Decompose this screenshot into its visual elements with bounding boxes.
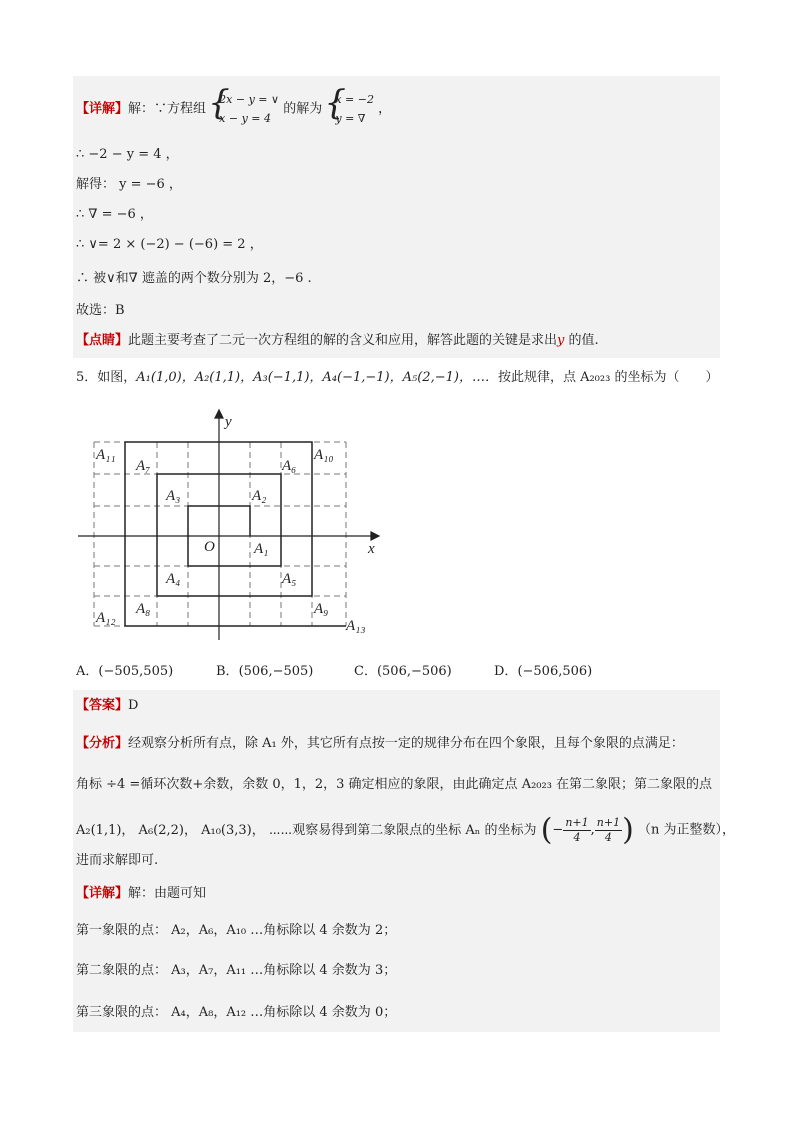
point-label: A₄ [166,571,181,587]
analysis-tag: 【分析】 [76,736,129,751]
point-label: A₆ [282,458,297,474]
point-label: A₁ [254,541,269,557]
equation-system: { 2x − y = ∨ x − y = 4 [210,90,279,128]
y-axis-label: y [225,414,232,430]
analysis-line: 进而求解即可. [76,853,159,868]
point-label: A₂ [252,488,267,504]
origin-label: O [204,539,215,555]
solution-system: { x = −2 y = ∇ [326,90,374,128]
point-label: A₃ [166,488,181,504]
coordinate-figure [74,408,384,644]
detail2-line: 【详解】解：由题可知 [76,886,207,901]
step-line: ∴ ∇ = −6 ， [76,207,153,222]
detail-mid: 的解为 [283,101,323,117]
point-label: A₇ [136,458,151,474]
question-line: 5．如图，A₁(1,0)，A₂(1,1)，A₃(−1,1)，A₄(−1,−1)，A₅(2,−1)，…．按此规律，点 A₂₀₂₃ 的坐标为（ ） [76,370,719,385]
option-d[interactable]: D．(−506,506) [494,664,593,679]
point-label: A₁₁ [96,447,116,463]
option-c[interactable]: C．(506,−506) [354,664,452,679]
analysis-line: 角标 ÷4 =循环次数+余数，余数 0，1，2，3 确定相应的象限，由此确定点 A₂₀₂₃ 在第二象限；第二象限的点 [76,777,713,792]
quadrant-line: 第二象限的点： A₃，A₇，A₁₁ …角标除以 4 余数为 3； [76,963,397,978]
step-line: ∴ 被∨和∇ 遮盖的两个数分别为 2，−6 . [76,271,312,286]
fraction: $\frac{n+1}{4}$ [596,816,621,844]
choice-line: 故选：B [76,303,125,318]
option-b[interactable]: B．(506,−505) [216,664,314,679]
point-label: A₁₀ [314,447,334,463]
detail-tag: 【详解】 [76,101,129,117]
answer-value: D [128,698,139,713]
detail1-line: 【详解】解：∵方程组 { 2x − y = ∨ x − y = 4 的解为 { x = −2 y = ∇ ， [76,90,391,128]
quadrant-line: 第一象限的点： A₂，A₆，A₁₀ …角标除以 4 余数为 2； [76,923,397,938]
option-a[interactable]: A．(−505,505) [76,664,174,679]
fraction: $\frac{n+1}{4}$ [565,816,589,844]
point-label: A₁₂ [96,610,116,626]
point-label: A₅ [282,571,297,587]
analysis-line: 【分析】经观察分析所有点，除 A₁ 外，其它所有点按一定的规律分布在四个象限，且每个象限的点满足： [76,736,684,751]
quadrant-line: 第三象限的点： A₄，A₈，A₁₂ …角标除以 4 余数为 0； [76,1005,397,1020]
step-line: ∴ −2 − y = 4 ， [76,147,179,162]
dashed-grid [94,442,346,626]
dianjing-tag: 【点睛】 [76,333,129,348]
detail-prefix: 解：∵方程组 [128,101,207,117]
axes [78,410,379,640]
dianjing-line: 【点睛】此题主要考查了二元一次方程组的解的含义和应用，解答此题的关键是求出y 的值. [76,333,599,348]
step-line: 解得： y = −6 ， [76,177,182,192]
x-axis-label: x [368,541,375,557]
point-label: A₁₃ [346,618,366,634]
point-label: A₈ [136,601,151,617]
point-label: A₉ [314,601,329,617]
answer-line [76,697,138,715]
spiral-path [125,442,346,626]
answer-tag: 【答案】 [76,698,129,713]
analysis-line: A₂(1,1)， A₆(2,2)， A₁₀(3,3)， ⋯⋯观察易得到第二象限点的坐标 Aₙ 的坐标为 (− $\frac{n+1}{4}$ , $\frac{n+1}{4}$ ) （n 为正整数）， [76,812,735,848]
step-line: ∴ ∨= 2 × (−2) − (−6) = 2 ， [76,237,263,252]
detail-tag: 【详解】 [76,886,129,901]
